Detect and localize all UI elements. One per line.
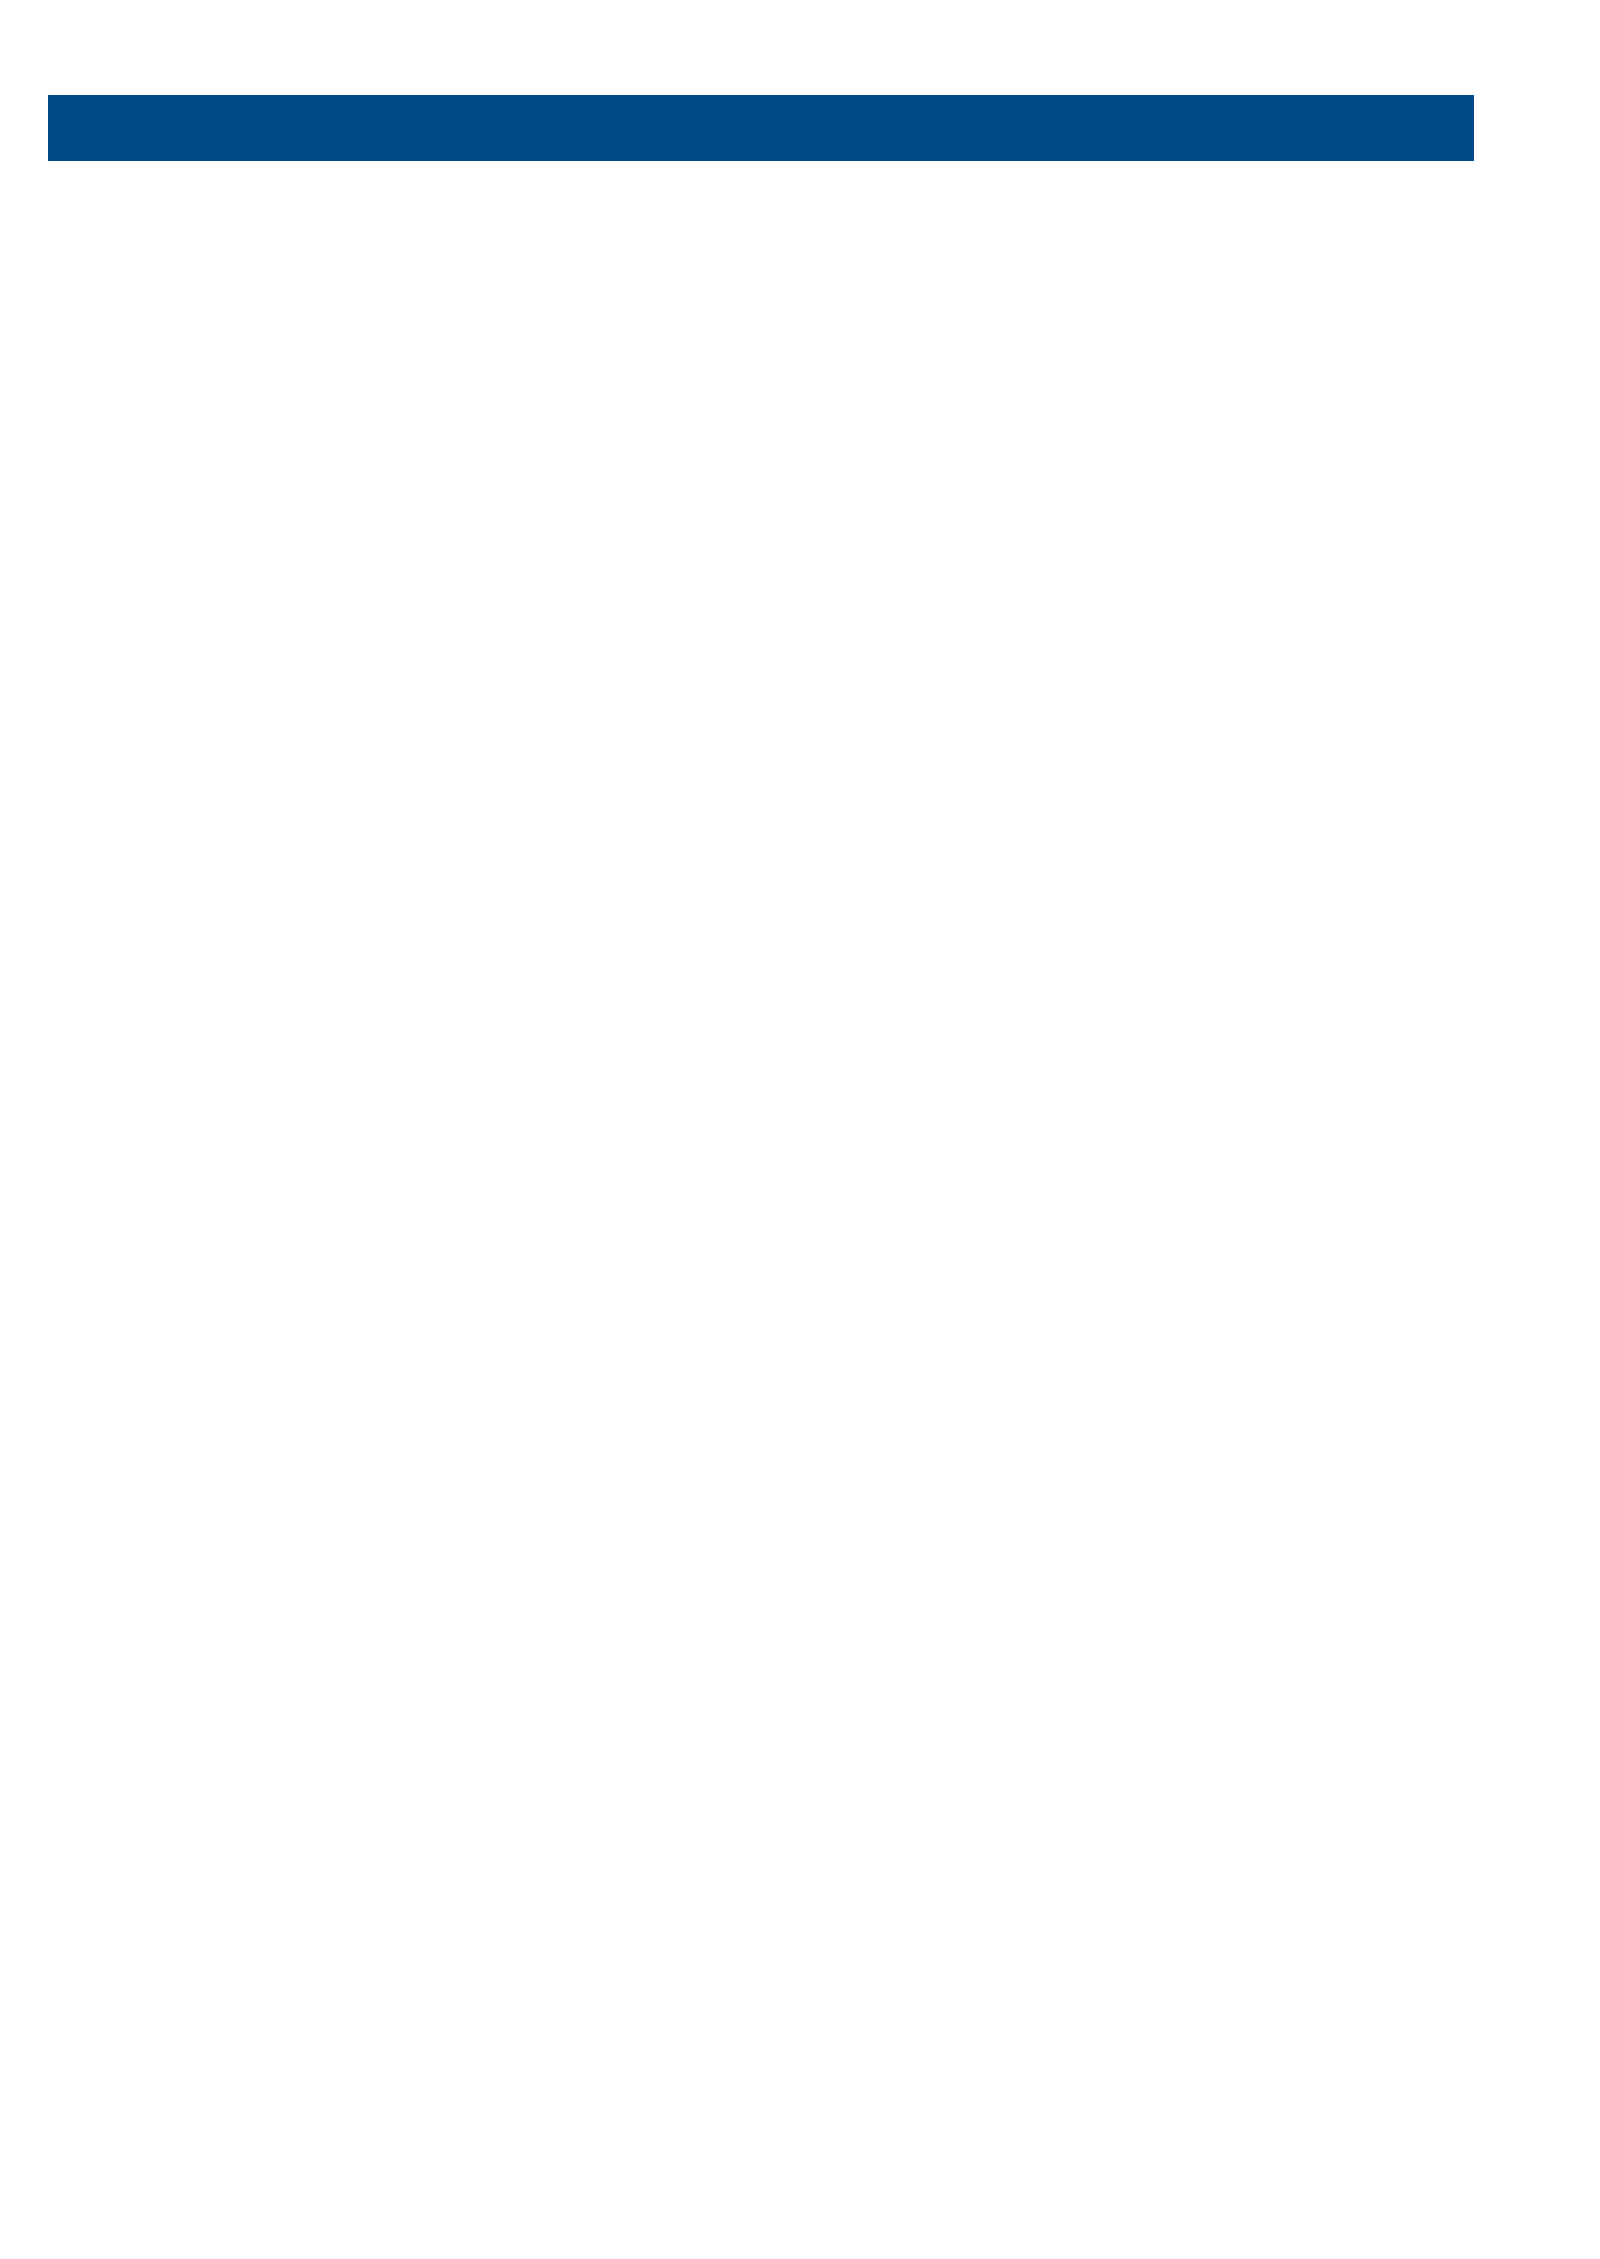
page-header-bar: [48, 95, 1474, 161]
